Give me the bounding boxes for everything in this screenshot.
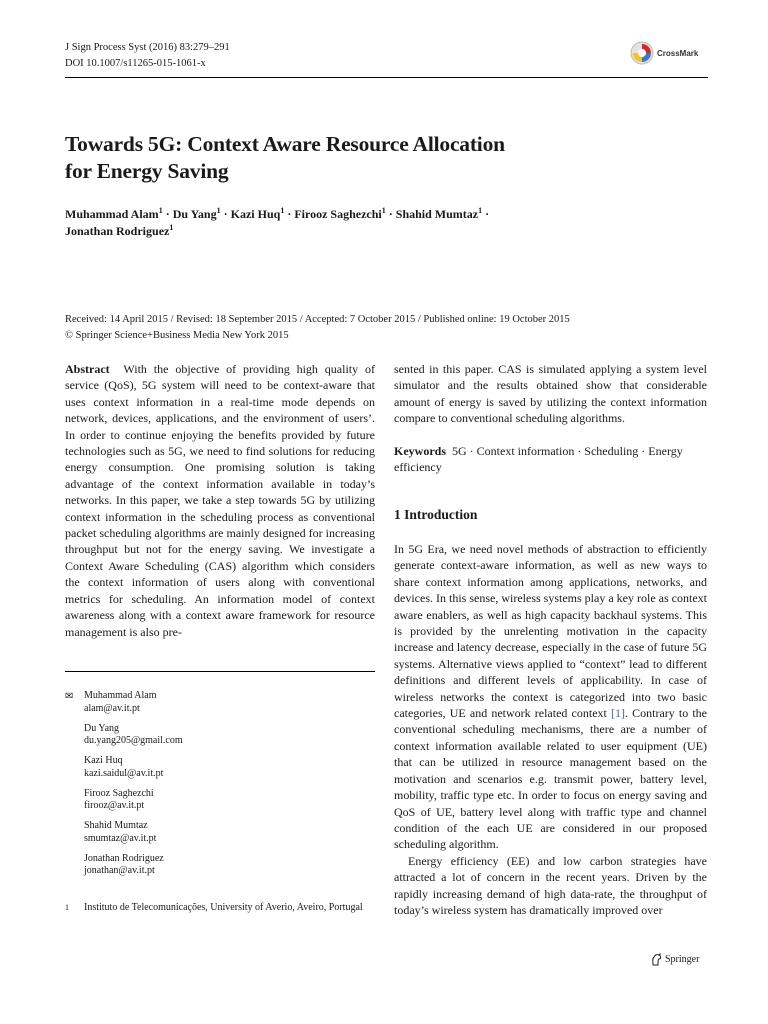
abstract-label: Abstract: [65, 362, 110, 376]
author-line-1: Muhammad Alam$^1$ · Du Yang$^1$ · Kazi Huq$^1$ · Firooz Saghezchi$^1$ · Shahid Mumtaz$^1$ ·: [65, 206, 490, 221]
contact-name: Kazi Huq: [84, 755, 123, 766]
author-contacts: [65, 690, 375, 885]
contact-name: Firooz Saghezchi: [84, 787, 154, 799]
section-heading: 1 Introduction: [394, 507, 478, 522]
footnote-rule: [65, 671, 375, 672]
contact-name: Shahid Mumtaz: [84, 820, 148, 831]
keywords-label: Keywords: [394, 444, 446, 458]
contact-entry: [65, 853, 375, 878]
author-affiliation: 1: [169, 223, 174, 232]
title-line-1: Towards 5G: Context Aware Resource Allocation: [65, 132, 505, 156]
author-affiliation: 1: [158, 206, 163, 215]
dates-line: Received: 14 April 2015 / Revised: 18 September 2015 / Accepted: 7 October 2015 / Published online: 19 October 2015: [65, 314, 570, 325]
contact-email[interactable]: kazi.saidul@av.it.pt: [84, 767, 164, 779]
affiliation-text: Instituto de Telecomunicações, University of Averio, Aveiro, Portugal: [84, 902, 363, 913]
affiliation: [65, 901, 375, 916]
contact-entry: [65, 788, 375, 813]
doi[interactable]: DOI 10.1007/s11265-015-1061-x: [65, 58, 206, 69]
publisher-name: Springer: [665, 954, 700, 965]
author-name[interactable]: Muhammad Alam: [65, 207, 159, 221]
publisher-logo: [650, 953, 699, 966]
journal-citation: J Sign Process Syst (2016) 83:279–291: [65, 42, 230, 53]
author-name[interactable]: Firooz Saghezchi: [294, 207, 382, 221]
contact-name: Muhammad Alam: [84, 690, 157, 701]
header-rule: [65, 77, 708, 78]
author-name[interactable]: Kazi Huq: [230, 207, 281, 221]
contact-name: Du Yang: [84, 722, 120, 734]
author-name[interactable]: Jonathan Rodriguez: [65, 224, 170, 238]
springer-horse-icon: [650, 953, 662, 966]
abstract-text-left: With the objective of providing high quality of service (QoS), 5G system will need to be context-aware that uses context information in a real-time mode depends on network, devices, applications, and the environment of users’. In order to continue enjoying the benefits provided by future technologies such as 5G, we need to find solutions for reducing energy consumption. One promising solution is taking advantage of the context information available in today’s networks. In this paper, we take a step towards 5G by utilizing context information in the scheduling process as conventional packet scheduling algorithms are mainly designed for increasing throughput but not for the energy saving. We investigate a Context Aware Scheduling (CAS) algorithm which considers the context information of users along with conventional metrics for scheduling. An information model of context awareness along with a context aware framework for resource management is also pre-: [65, 362, 375, 639]
author-name[interactable]: Shahid Mumtaz: [395, 207, 479, 221]
crossmark-icon: [630, 41, 654, 65]
contact-name: Jonathan Rodriguez: [84, 852, 164, 864]
copyright-line: © Springer Science+Business Media New York 2015: [65, 330, 289, 341]
contact-email[interactable]: du.yang205@gmail.com: [84, 735, 183, 746]
keywords-text: 5G · Context information · Scheduling · Energy efficiency: [394, 444, 683, 475]
paper-title: [65, 131, 705, 185]
crossmark-badge[interactable]: [630, 38, 708, 68]
contact-entry: [65, 690, 375, 715]
author-affiliation: 1: [216, 206, 221, 215]
intro-text: . Contrary to the conventional scheduling mechanisms, there are a number of context information available related to user equipment (UE) that can be utilized in resource management based on the motivation and scenarios e.g. transmit power, battery level, mobility, traffic type etc. In order to focus on energy saving and QoS of UE, battery level along with traffic type and channel condition of the each UE are considered in our proposed scheduling algorithm.: [394, 706, 707, 852]
intro-body: [394, 541, 707, 918]
affiliation-number: 1: [65, 903, 69, 912]
intro-paragraph: [394, 541, 707, 853]
author-line-2: [65, 223, 705, 240]
author-affiliation: 1: [478, 206, 483, 215]
envelope-icon: ✉: [65, 691, 74, 702]
contact-entry: [65, 755, 375, 780]
author-list: [65, 206, 705, 240]
publication-history: [65, 312, 708, 344]
journal-header: [65, 40, 230, 72]
citation-link[interactable]: [1]: [610, 706, 625, 721]
abstract-right: sented in this paper. CAS is simulated applying a system level simulator and the results obtained show that considerable amount of energy is saved by utilizing the context information compare to conventional scheduling algorithms.: [394, 362, 707, 426]
contact-entry: [65, 723, 375, 748]
abstract-left: [65, 361, 375, 640]
title-line-2: for Energy Saving: [65, 159, 229, 183]
contact-entry: [65, 820, 375, 845]
keywords: [394, 443, 707, 476]
crossmark-label: CrossMark: [657, 48, 699, 58]
author-name[interactable]: Du Yang: [172, 207, 217, 221]
contact-email[interactable]: alam@av.it.pt: [84, 702, 140, 714]
author-affiliation: 1: [381, 206, 386, 215]
contact-email[interactable]: smumtaz@av.it.pt: [84, 832, 157, 844]
contact-email[interactable]: firooz@av.it.pt: [84, 800, 145, 811]
contact-email[interactable]: jonathan@av.it.pt: [84, 865, 155, 876]
intro-paragraph: Energy efficiency (EE) and low carbon strategies have attracted a lot of concern in the recent years. Driven by the rapidly increasing demand of high data-rate, the throughput of today’s wireless system has dramatically improved over: [394, 853, 707, 917]
intro-text: In 5G Era, we need novel methods of abstraction to efficiently generate context-aware information, as well as new ways to share context information among applications, networks, and devices. In this sense, wireless systems play a key role as context aware enablers, as well as high capacity backhaul systems. This is provided by the unrelenting motivation in the capacity increase and latency decrease, especially in the case of future 5G systems. Alternative views applied to “context” lead to different definitions and different levels of applicability. In case of wireless networks the context is categorized into two basic categories, UE and network related context: [394, 542, 707, 721]
author-affiliation: 1: [280, 206, 285, 215]
